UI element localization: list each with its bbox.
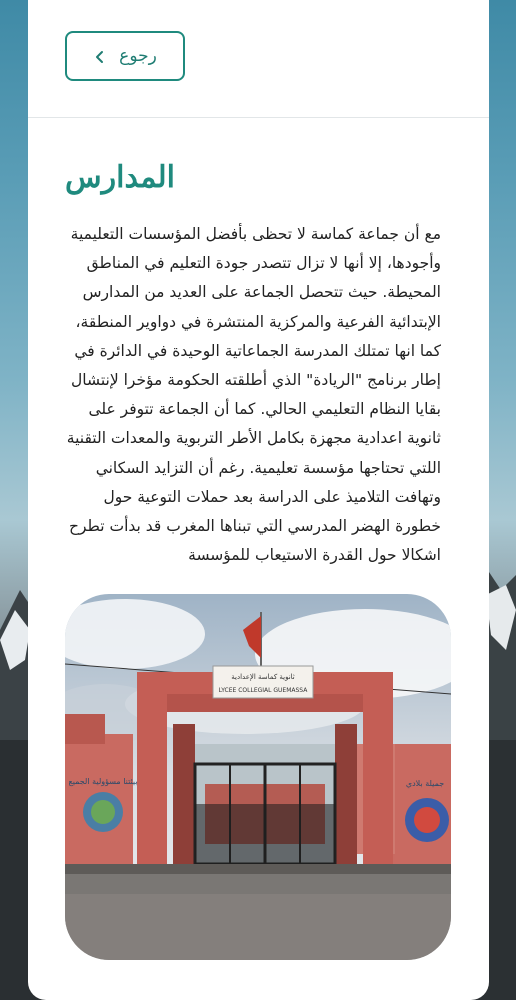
article-paragraph: مع أن جماعة كماسة لا تحظى بأفضل المؤسسات التعليمية وأجودها، إلا أنها لا تزال تتصدر جودة التعليم في المناطق المحيطة. حيث تتحصل الجماعة على العديد من المدارس الإبتدائية الفرعية والمركزية المنتشرة في دواوير المنطقة، كما انها تمتلك المدرسة الجماعاتية الوحيدة في الدائرة في إطار برنامج "الريادة" الذي أطلقته الحكومة مؤخرا لإنتشال بقايا النظام التعليمي الحالي. كما أن الجماعة تتوفر على ثانوية اعدادية مجهزة بكامل الأطر التربوية والمعدات التقنية اللتي تحتاجها مؤسسة تعليمية. رغم أن التزايد السكاني وتهافت التلاميذ على الدراسة بعد حملات التوعية حول خطورة الهضر المدرسي التي تبناها المغرب قد بدأت تطرح اشكالا حول القدرة الاستيعاب للمؤسسة xyxy=(66,225,441,565)
content-card xyxy=(28,0,489,1000)
back-button-label: رجوع xyxy=(119,46,157,66)
card-header xyxy=(28,0,489,118)
chevron-left-icon xyxy=(93,49,107,63)
wall-mural-text-right: جميلة بلادي xyxy=(405,779,445,788)
school-sign-arabic: ثانوية كماسة الإعدادية xyxy=(231,673,295,681)
page-title: المدارس xyxy=(65,160,176,195)
wall-mural-text-left: بيئتنا مسؤولية الجميع xyxy=(68,777,138,786)
school-sign-latin: LYCEE COLLEGIAL GUEMASSA xyxy=(218,687,308,694)
back-button[interactable] xyxy=(65,31,185,81)
school-photo xyxy=(65,594,451,960)
